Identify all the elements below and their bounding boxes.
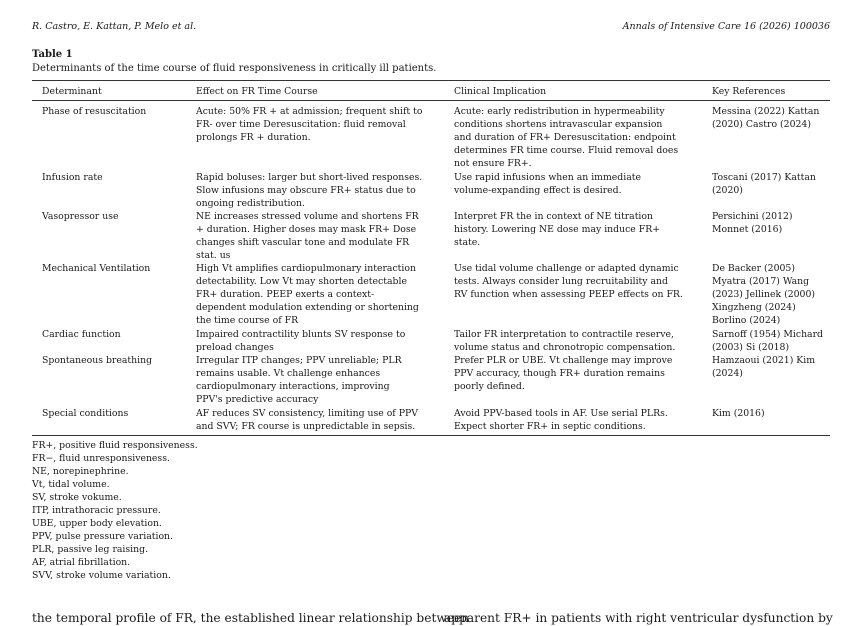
cell-line: determines FR time course. Fluid removal does [454,145,679,156]
cell-line: volume-expanding effect is desired. [454,185,622,196]
table-top-rule [32,80,830,81]
cell-line: De Backer (2005) [712,263,795,274]
cell-line: Acute: early redistribution in hypermeability [454,106,665,117]
cell-line: and SVV; FR course is unpredictable in sepsis. [196,421,416,432]
cell-line: dependent modulation extending or shortening [196,302,419,313]
column-header-implication: Clinical Implication [454,86,547,97]
cell-determinant [42,262,192,275]
cell-determinant [42,407,192,420]
cell-effect [196,171,423,210]
cell-line: the time course of FR [196,315,299,326]
cell-effect [196,407,418,433]
cell-line: Use tidal volume challenge or adapted dynamic [454,263,679,274]
cell-line: Expect shorter FR+ in septic conditions. [454,421,646,432]
cell-line: Interpret FR the in context of NE titration [454,211,653,222]
cell-line: Rapid boluses: larger but short-lived responses. [196,172,423,183]
cell-line: ongoing redistribution. [196,198,305,209]
cell-line: Acute: 50% FR + at admission; frequent shift to [196,106,423,117]
cell-references [712,407,830,420]
cell-line: Avoid PPV-based tools in AF. Use serial PLRs. [454,408,668,419]
cell-line: Messina (2022) Kattan [712,106,820,117]
cell-line: and duration of FR+ Deresuscitation: endpoint [454,132,676,143]
cell-line: High Vt amplifies cardiopulmonary interaction [196,263,416,274]
cell-line: conditions shortens intravascular expansion [454,119,663,130]
cell-determinant [42,354,192,367]
cell-line: Hamzaoui (2021) Kim [712,355,816,366]
table-header-rule [32,100,830,101]
cell-line: tests. Always consider lung recruitability and [454,276,668,287]
cell-implication [454,171,680,197]
cell-line: RV function when assessing PEEP effects on FR. [454,289,683,300]
cell-determinant [42,105,192,118]
cell-line: PPV's predictive accuracy [196,394,319,405]
cell-implication [454,210,680,249]
cell-line: Cardiac function [42,329,121,340]
cell-line: state. [454,237,481,248]
running-header-authors: R. Castro, E. Kattan, P. Melo et al. [32,21,197,32]
cell-references [712,328,830,354]
cell-implication [454,262,683,301]
cell-references [712,262,830,327]
body-text-right-column: apparent FR+ in patients with right ventricular dysfunction by [444,611,833,625]
cell-line: Persichini (2012) [712,211,793,222]
body-text-left-column: the temporal profile of FR, the established linear relationship between [32,611,470,625]
cell-effect [196,262,419,327]
cell-line: cardiopulmonary interactions, improving [196,381,390,392]
running-header-journal: Annals of Intensive Care 16 (2026) 100036 [622,21,830,32]
cell-line: poorly defined. [454,381,525,392]
cell-effect [196,354,410,406]
cell-line: preload changes [196,342,274,353]
cell-determinant [42,210,192,223]
cell-line: history. Lowering NE dose may induce FR+ [454,224,661,235]
cell-references [712,105,830,131]
cell-line: (2024) [712,368,743,379]
cell-implication [454,328,680,354]
cell-line: Phase of resuscitation [42,106,147,117]
cell-line: prolongs FR + duration. [196,132,311,143]
cell-line: (2020) Castro (2024) [712,119,811,130]
cell-references [712,171,830,197]
cell-line: (2020) [712,185,743,196]
cell-line: Kim (2016) [712,408,765,419]
cell-line: Xingzheng (2024) [712,302,796,313]
cell-line: (2023) Jellinek (2000) [712,289,816,300]
cell-effect [196,210,419,262]
cell-determinant [42,171,192,184]
cell-line: AF reduces SV consistency, limiting use of PPV [196,408,418,419]
cell-determinant [42,328,192,341]
cell-line: (2003) Si (2018) [712,342,790,353]
table-header-row [32,85,830,99]
footnote-item: PPV, pulse pressure variation. [32,531,173,542]
cell-line: Impaired contractility blunts SV response to [196,329,406,340]
cell-line: Prefer PLR or UBE. Vt challenge may improve [454,355,673,366]
cell-line: Spontaneous breathing [42,355,153,366]
cell-line: NE increases stressed volume and shortens FR [196,211,419,222]
footnote-item: UBE, upper body elevation. [32,518,162,529]
cell-line: Toscani (2017) Kattan [712,172,816,183]
table-label: Table 1 [32,49,73,60]
cell-line: Sarnoff (1954) Michard [712,329,823,340]
cell-line: Use rapid infusions when an immediate [454,172,642,183]
cell-effect [196,105,423,144]
cell-implication [454,354,680,393]
cell-line: remains usable. Vt challenge enhances [196,368,381,379]
cell-line: Myatra (2017) Wang [712,276,810,287]
cell-line: Mechanical Ventilation [42,263,151,274]
footnote-item: SVV, stroke volume variation. [32,570,171,581]
cell-line: FR- over time Deresuscitation: fluid removal [196,119,406,130]
cell-line: detectability. Low Vt may shorten detectable [196,276,407,287]
footnote-item: Vt, tidal volume. [32,479,110,490]
footnote-item: FR−, fluid unresponsiveness. [32,453,170,464]
cell-line: volume status and chronotropic compensation. [454,342,676,353]
column-header-effect: Effect on FR Time Course [196,86,318,97]
cell-line: Tailor FR interpretation to contractile reserve, [454,329,674,340]
cell-line: not ensure FR+. [454,158,532,169]
cell-line: Slow infusions may obscure FR+ status due to [196,185,416,196]
table-bottom-rule [32,435,830,436]
footnote-item: NE, norepinephrine. [32,466,129,477]
cell-line: PPV accuracy, though FR+ duration remains [454,368,665,379]
cell-effect [196,328,410,354]
cell-line: Vasopressor use [42,211,119,222]
cell-references [712,210,830,236]
footnote-item: AF, atrial fibrillation. [32,557,131,568]
cell-line: changes shift vascular tone and modulate FR [196,237,410,248]
cell-line: Infusion rate [42,172,103,183]
column-header-references: Key References [712,86,786,97]
cell-implication [454,407,680,433]
footnote-item: PLR, passive leg raising. [32,544,149,555]
cell-line: Special conditions [42,408,129,419]
table-caption: Determinants of the time course of fluid responsiveness in critically ill patients. [32,63,437,74]
cell-references [712,354,830,380]
cell-implication [454,105,680,170]
cell-line: Monnet (2016) [712,224,783,235]
column-header-determinant: Determinant [42,86,102,97]
footnote-item: ITP, intrathoracic pressure. [32,505,161,516]
footnote-item: FR+, positive fluid responsiveness. [32,440,198,451]
cell-line: FR+ duration. PEEP exerts a context- [196,289,375,300]
footnote-item: SV, stroke vokume. [32,492,122,503]
cell-line: stat. us [196,250,231,261]
cell-line: Borlino (2024) [712,315,781,326]
cell-line: + duration. Higher doses may mask FR+ Dose [196,224,417,235]
table-footnotes [32,439,198,582]
cell-line: Irregular ITP changes; PPV unreliable; PLR [196,355,402,366]
